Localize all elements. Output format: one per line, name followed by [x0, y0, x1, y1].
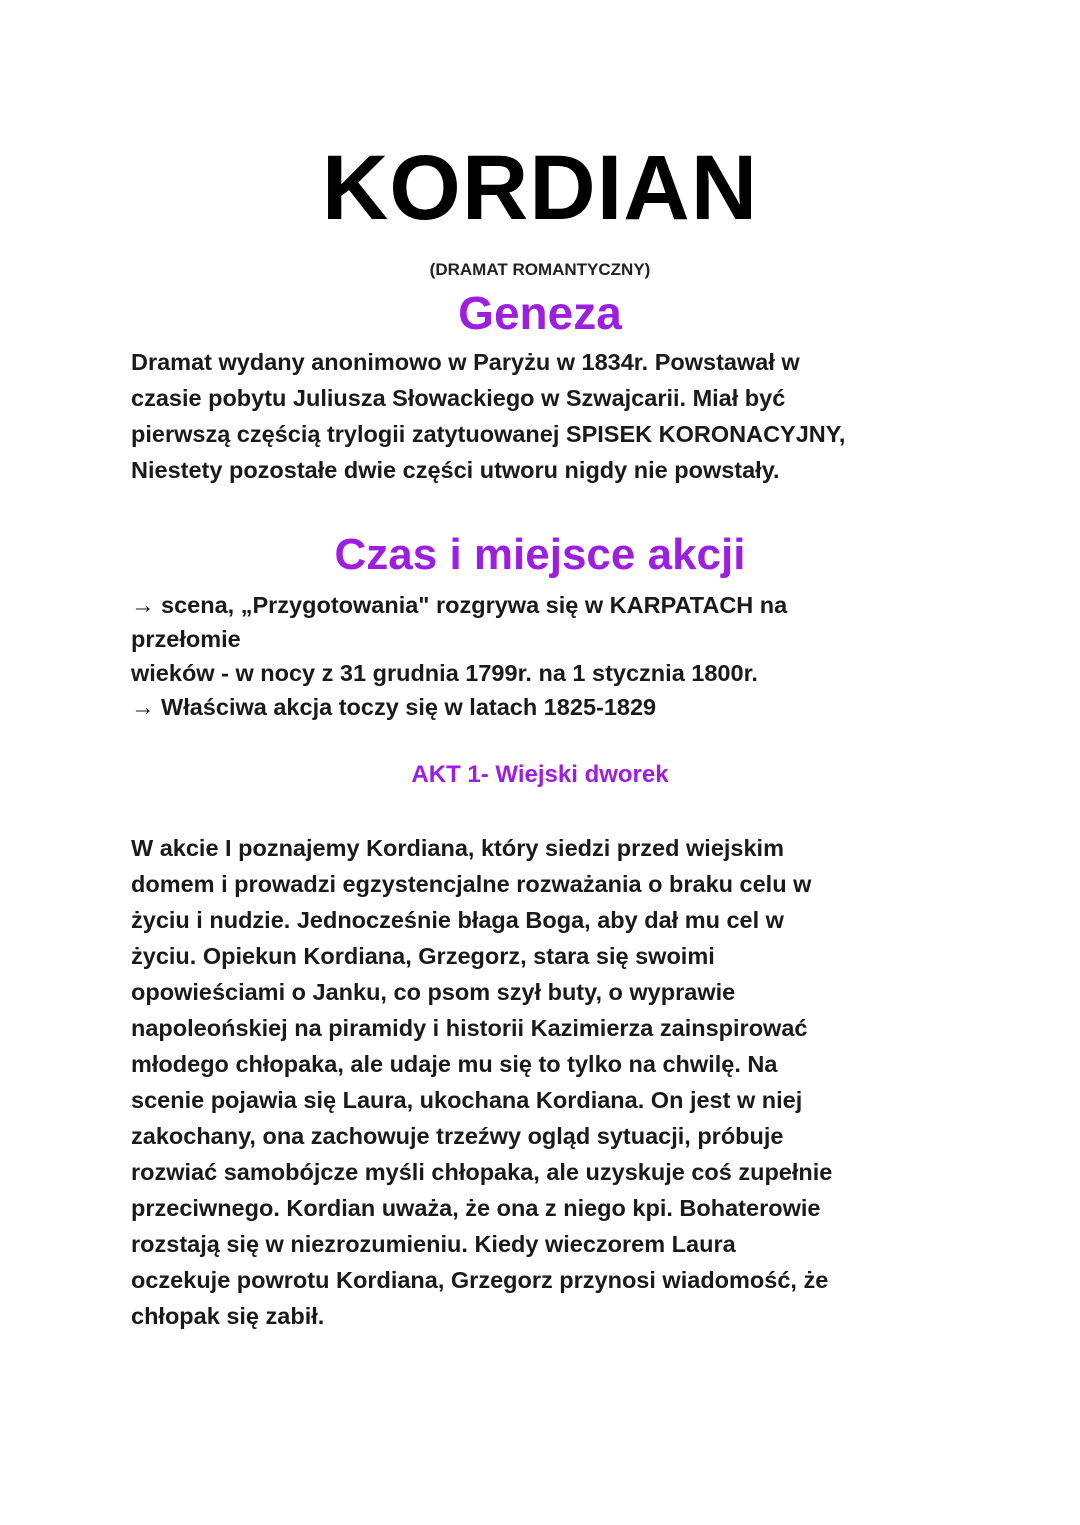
text-line: rozwiać samobójcze myśli chłopaka, ale uzyskuje coś zupełnie: [131, 1159, 833, 1185]
document-subtitle: (DRAMAT ROMANTYCZNY): [429, 260, 651, 279]
text-line: przeciwnego. Kordian uważa, że ona z niego kpi. Bohaterowie: [131, 1195, 821, 1221]
text-line: zakochany, ona zachowuje trzeźwy ogląd sytuacji, próbuje: [131, 1123, 784, 1149]
section-heading-akt1: AKT 1- Wiejski dworek: [411, 761, 669, 788]
text-line: czasie pobytu Juliusza Słowackiego w Szwajcarii. Miał być: [131, 385, 786, 411]
text-line: napoleońskiej na piramidy i historii Kazimierza zainspirować: [131, 1015, 808, 1041]
section-body-czas: [131, 588, 961, 724]
section-heading-geneza: Geneza: [458, 287, 622, 339]
text-line: → scena, „Przygotowania" rozgrywa się w KARPATACH na: [131, 592, 788, 618]
text-line: życiu i nudzie. Jednocześnie błaga Boga, aby dał mu cel w: [131, 907, 784, 933]
text-line: → Właściwa akcja toczy się w latach 1825-1829: [131, 694, 657, 720]
section-body-akt1: [131, 830, 961, 1334]
text-line: domem i prowadzi egzystencjalne rozważania o braku celu w: [131, 871, 812, 897]
section-body-geneza: [131, 344, 961, 488]
text-line: opowieściami o Janku, co psom szył buty, o wyprawie: [131, 979, 736, 1005]
text-line: pierwszą częścią trylogii zatytuowanej SPISEK KORONACYJNY,: [131, 421, 846, 447]
text-line: scenie pojawia się Laura, ukochana Kordiana. On jest w niej: [131, 1087, 803, 1113]
text-line: W akcie I poznajemy Kordiana, który siedzi przed wiejskim: [131, 835, 784, 861]
text-line: przełomie: [131, 626, 241, 652]
text-line: oczekuje powrotu Kordiana, Grzegorz przynosi wiadomość, że: [131, 1267, 829, 1293]
text-line: chłopak się zabił.: [131, 1303, 325, 1329]
text-line: młodego chłopaka, ale udaje mu się to tylko na chwilę. Na: [131, 1051, 778, 1077]
text-line: Niestety pozostałe dwie części utworu nigdy nie powstały.: [131, 457, 780, 483]
text-line: życiu. Opiekun Kordiana, Grzegorz, stara się swoimi: [131, 943, 715, 969]
document-title: KORDIAN: [321, 137, 759, 239]
text-line: Dramat wydany anonimowo w Paryżu w 1834r. Powstawał w: [131, 349, 800, 375]
section-heading-czas: Czas i miejsce akcji: [334, 530, 746, 579]
text-line: rozstają się w niezrozumieniu. Kiedy wieczorem Laura: [131, 1231, 736, 1257]
text-line: wieków - w nocy z 31 grudnia 1799r. na 1 stycznia 1800r.: [131, 660, 758, 686]
